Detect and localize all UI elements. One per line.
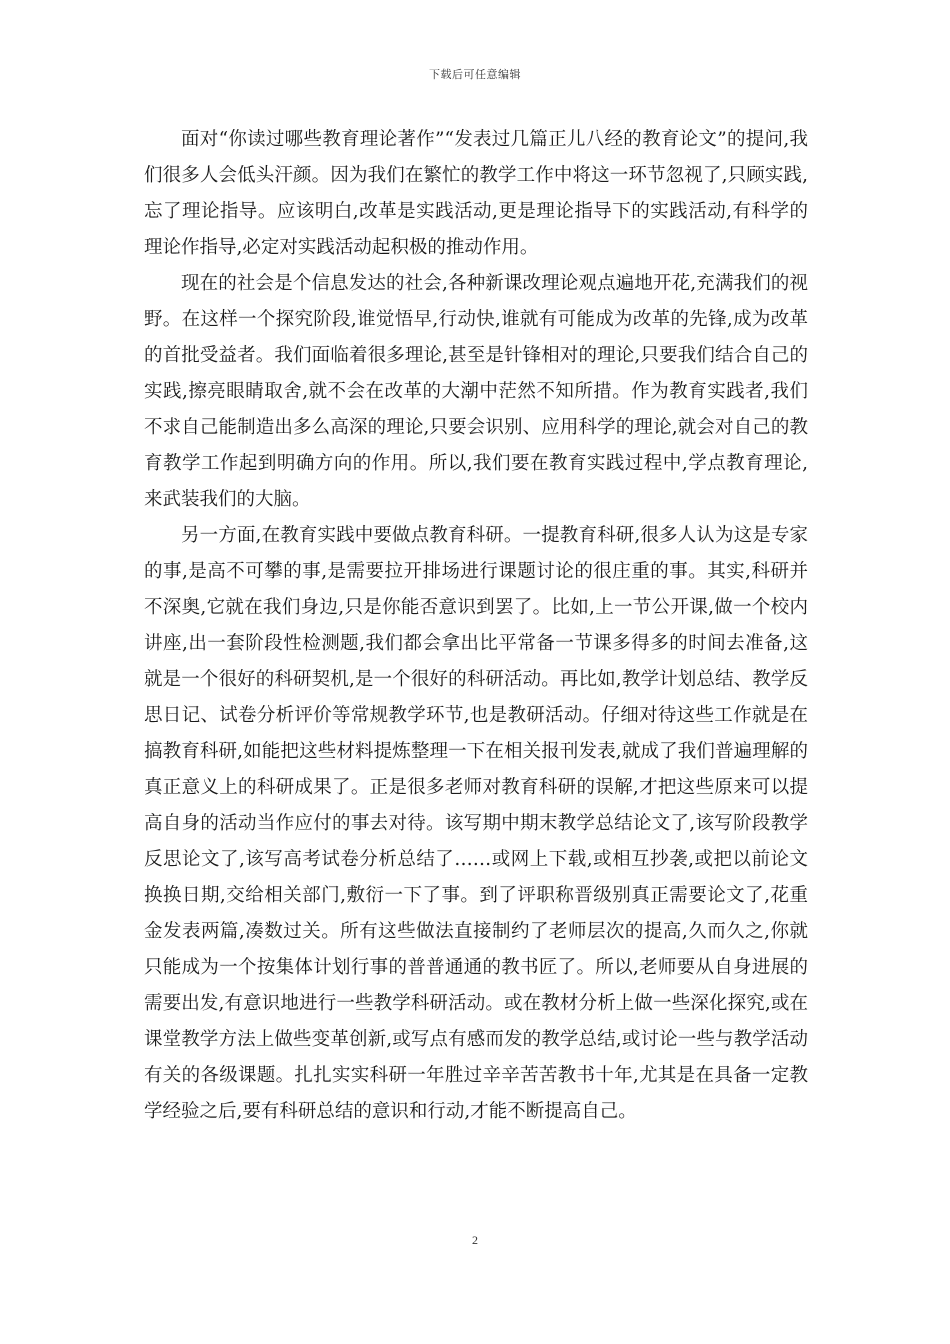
paragraph-3: 另一方面,在教育实践中要做点教育科研。一提教育科研,很多人认为这是专家的事,是高不可攀的事,是需要拉开排场进行课题讨论的很庄重的事。其实,科研并不深奥,它就在我们身边,只是你能否意识到罢了。比如,上一节公开课,做一个校内讲座,出一套阶段性检测题,我们都会拿出比平常备一节课多得多的时间去准备,这就是一个很好的科研契机,是一个很好的科研活动。再比如,教学计划总结、教学反思日记、试卷分析评价等常规教学环节,也是教研活动。仔细对待这些工作就是在搞教育科研,如能把这些材料提炼整理一下在相关报刊发表,就成了我们普遍理解的真正意义上的科研成果了。正是很多老师对教育科研的误解,才把这些原来可以提高自身的活动当作应付的事去对待。该写期中期末教学总结论文了,该写阶段教学反思论文了,该写高考试卷分析总结了……或网上下载,或相互抄袭,或把以前论文换换日期,交给相关部门,敷衍一下了事。到了评职称晋级别真正需要论文了,花重金发表两篇,凑数过关。所有这些做法直接制约了老师层次的提高,久而久之,你就只能成为一个按集体计划行事的普普通通的教书匠了。所以,老师要从自身进展的需要出发,有意识地进行一些教学科研活动。或在教材分析上做一些深化探究,或在课堂教学方法上做些变革创新,或写点有感而发的教学总结,或讨论一些与教学活动有关的各级课题。扎扎实实科研一年胜过辛辛苦苦教书十年,尤其是在具备一定教学经验之后,要有科研总结的意识和行动,才能不断提高自己。 <box>144 525 808 1122</box>
document-body <box>144 122 808 1130</box>
paragraph-2: 现在的社会是个信息发达的社会,各种新课改理论观点遍地开花,充满我们的视野。在这样一个探究阶段,谁觉悟早,行动快,谁就有可能成为改革的先锋,成为改革的首批受益者。我们面临着很多理论,甚至是针锋相对的理论,只要我们结合自己的实践,擦亮眼睛取舍,就不会在改革的大潮中茫然不知所措。作为教育实践者,我们不求自己能制造出多么高深的理论,只要会识别、应用科学的理论,就会对自己的教育教学工作起到明确方向的作用。所以,我们要在教育实践过程中,学点教育理论,来武装我们的大脑。 <box>144 273 808 510</box>
page-header: 下载后可任意编辑 <box>429 68 521 81</box>
page-number: 2 <box>472 1233 478 1247</box>
paragraph-1: 面对“你读过哪些教育理论著作”“发表过几篇正儿八经的教育论文”的提问,我们很多人会低头汗颜。因为我们在繁忙的教学工作中将这一环节忽视了,只顾实践,忘了理论指导。应该明白,改革是实践活动,更是理论指导下的实践活动,有科学的理论作指导,必定对实践活动起积极的推动作用。 <box>144 129 808 258</box>
